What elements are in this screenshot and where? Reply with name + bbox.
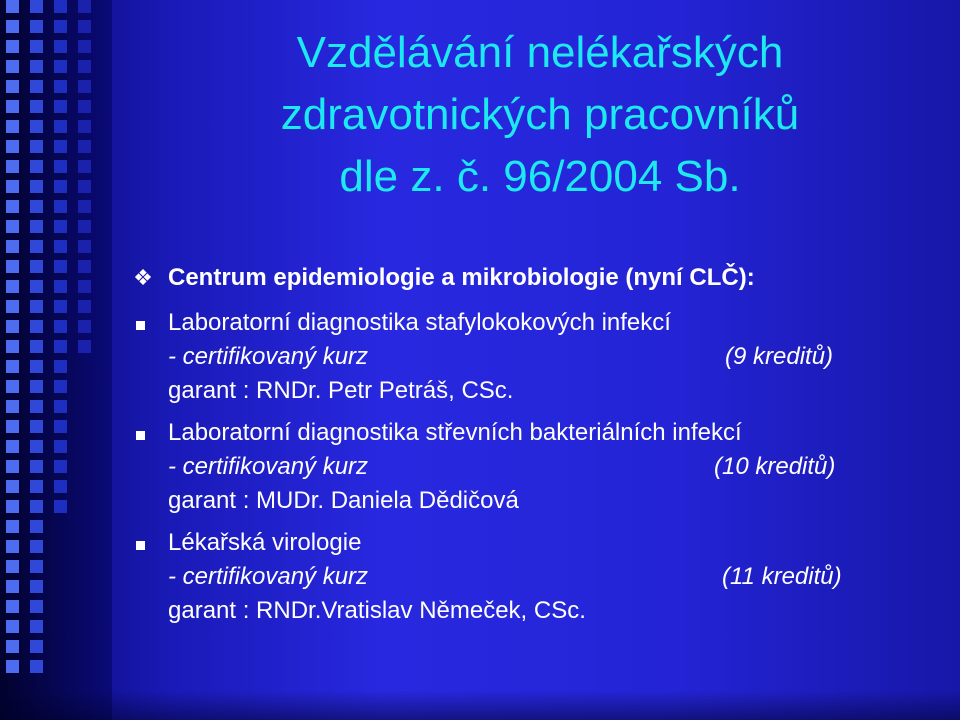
list-item-staphylococcal bbox=[130, 306, 930, 408]
course-garant: garant : MUDr. Daniela Dědičová bbox=[168, 487, 519, 514]
decorative-square bbox=[30, 380, 43, 393]
decorative-square bbox=[78, 220, 91, 233]
decorative-square bbox=[54, 360, 67, 373]
decorative-square bbox=[78, 260, 91, 273]
decorative-square bbox=[54, 40, 67, 53]
decorative-square bbox=[54, 300, 67, 313]
decorative-square bbox=[6, 320, 19, 333]
decorative-square bbox=[6, 500, 19, 513]
decorative-square bbox=[78, 280, 91, 293]
decorative-square bbox=[54, 120, 67, 133]
list-item-intestinal bbox=[130, 416, 930, 518]
decorative-square bbox=[78, 80, 91, 93]
decorative-square bbox=[6, 420, 19, 433]
decorative-square bbox=[30, 220, 43, 233]
decorative-square bbox=[30, 100, 43, 113]
decorative-square bbox=[30, 440, 43, 453]
decorative-squares-column-3 bbox=[54, 0, 67, 520]
decorative-square bbox=[54, 260, 67, 273]
decorative-square bbox=[6, 280, 19, 293]
decorative-square bbox=[30, 80, 43, 93]
decorative-square bbox=[78, 0, 91, 13]
decorative-square bbox=[54, 320, 67, 333]
decorative-square bbox=[54, 160, 67, 173]
decorative-squares-column-2 bbox=[30, 0, 43, 680]
decorative-square bbox=[6, 160, 19, 173]
decorative-square bbox=[54, 140, 67, 153]
decorative-square bbox=[30, 400, 43, 413]
decorative-square bbox=[30, 640, 43, 653]
decorative-square bbox=[30, 500, 43, 513]
decorative-square bbox=[6, 20, 19, 33]
decorative-square bbox=[54, 280, 67, 293]
decorative-square bbox=[6, 580, 19, 593]
decorative-square bbox=[6, 220, 19, 233]
decorative-square bbox=[54, 400, 67, 413]
decorative-square bbox=[78, 160, 91, 173]
decorative-square bbox=[78, 100, 91, 113]
decorative-square bbox=[30, 520, 43, 533]
decorative-square bbox=[30, 300, 43, 313]
decorative-square bbox=[6, 660, 19, 673]
slide-content bbox=[130, 258, 930, 628]
decorative-square bbox=[6, 60, 19, 73]
decorative-square bbox=[30, 660, 43, 673]
title-line-2: zdravotnických pracovníků bbox=[280, 90, 800, 139]
decorative-square bbox=[78, 180, 91, 193]
decorative-squares-column-1 bbox=[6, 0, 19, 680]
decorative-squares-column-4 bbox=[78, 0, 91, 360]
decorative-square bbox=[6, 100, 19, 113]
course-credits: (11 kreditů) bbox=[722, 563, 842, 590]
decorative-square bbox=[54, 80, 67, 93]
decorative-square bbox=[54, 460, 67, 473]
decorative-square bbox=[78, 140, 91, 153]
course-name: Laboratorní diagnostika stafylokokových infekcí bbox=[168, 309, 671, 336]
decorative-square bbox=[30, 20, 43, 33]
decorative-square bbox=[30, 540, 43, 553]
decorative-square bbox=[30, 600, 43, 613]
decorative-square bbox=[6, 0, 19, 13]
slide-title bbox=[150, 22, 930, 208]
decorative-square bbox=[30, 140, 43, 153]
course-name: Lékařská virologie bbox=[168, 529, 362, 556]
decorative-square bbox=[6, 140, 19, 153]
decorative-square bbox=[6, 440, 19, 453]
decorative-square bbox=[6, 520, 19, 533]
decorative-square bbox=[54, 440, 67, 453]
decorative-square bbox=[6, 240, 19, 253]
course-credits: (10 kreditů) bbox=[714, 453, 836, 480]
decorative-square bbox=[30, 620, 43, 633]
decorative-square bbox=[30, 580, 43, 593]
decorative-square bbox=[78, 200, 91, 213]
list-item-virology bbox=[130, 526, 930, 628]
decorative-square bbox=[6, 460, 19, 473]
decorative-square bbox=[30, 40, 43, 53]
decorative-square bbox=[30, 60, 43, 73]
decorative-square bbox=[6, 400, 19, 413]
decorative-square bbox=[6, 360, 19, 373]
decorative-square bbox=[54, 340, 67, 353]
decorative-square bbox=[6, 40, 19, 53]
decorative-square bbox=[30, 200, 43, 213]
decorative-square bbox=[78, 320, 91, 333]
decorative-square bbox=[30, 560, 43, 573]
decorative-square bbox=[54, 0, 67, 13]
course-credits: (9 kreditů) bbox=[725, 343, 834, 370]
decorative-square bbox=[6, 560, 19, 573]
course-type: - certifikovaný kurz bbox=[168, 343, 369, 370]
decorative-square bbox=[30, 420, 43, 433]
decorative-square bbox=[78, 240, 91, 253]
decorative-square bbox=[30, 260, 43, 273]
decorative-square bbox=[54, 240, 67, 253]
decorative-square bbox=[78, 120, 91, 133]
decorative-square bbox=[54, 480, 67, 493]
course-garant: garant : RNDr.Vratislav Němeček, CSc. bbox=[168, 597, 586, 624]
title-line-1: Vzdělávání nelékařských bbox=[296, 28, 784, 77]
decorative-square bbox=[30, 160, 43, 173]
course-type: - certifikovaný kurz bbox=[168, 453, 369, 480]
decorative-square bbox=[30, 120, 43, 133]
course-type: - certifikovaný kurz bbox=[168, 563, 369, 590]
course-name: Laboratorní diagnostika střevních bakteriálních infekcí bbox=[168, 419, 742, 446]
decorative-square bbox=[6, 480, 19, 493]
decorative-square bbox=[6, 540, 19, 553]
decorative-square bbox=[30, 340, 43, 353]
bottom-shadow bbox=[0, 690, 960, 720]
decorative-square bbox=[6, 180, 19, 193]
title-line-3: dle z. č. 96/2004 Sb. bbox=[339, 152, 741, 201]
decorative-square bbox=[30, 240, 43, 253]
decorative-square bbox=[78, 340, 91, 353]
decorative-square bbox=[6, 620, 19, 633]
decorative-square bbox=[54, 180, 67, 193]
decorative-square bbox=[78, 20, 91, 33]
decorative-square bbox=[54, 60, 67, 73]
decorative-square bbox=[30, 280, 43, 293]
decorative-square bbox=[30, 0, 43, 13]
lead-heading-text: Centrum epidemiologie a mikrobiologie (nyní CLČ): bbox=[168, 264, 755, 291]
decorative-square bbox=[30, 460, 43, 473]
decorative-square bbox=[6, 640, 19, 653]
decorative-square bbox=[78, 60, 91, 73]
decorative-square bbox=[6, 120, 19, 133]
decorative-square bbox=[30, 320, 43, 333]
decorative-square bbox=[54, 20, 67, 33]
diamond-bullet-icon: ❖ bbox=[133, 265, 153, 290]
decorative-square bbox=[6, 380, 19, 393]
decorative-square bbox=[54, 200, 67, 213]
decorative-square bbox=[54, 100, 67, 113]
decorative-square bbox=[78, 300, 91, 313]
decorative-square bbox=[78, 40, 91, 53]
decorative-square bbox=[30, 480, 43, 493]
decorative-square bbox=[54, 380, 67, 393]
decorative-square bbox=[6, 300, 19, 313]
decorative-square bbox=[6, 600, 19, 613]
decorative-square bbox=[54, 420, 67, 433]
decorative-square bbox=[54, 220, 67, 233]
lead-heading bbox=[130, 258, 930, 298]
decorative-square bbox=[6, 200, 19, 213]
decorative-square bbox=[54, 500, 67, 513]
decorative-square bbox=[6, 340, 19, 353]
course-garant: garant : RNDr. Petr Petráš, CSc. bbox=[168, 377, 514, 404]
decorative-square bbox=[6, 260, 19, 273]
decorative-square bbox=[30, 180, 43, 193]
decorative-square bbox=[30, 360, 43, 373]
decorative-square bbox=[6, 80, 19, 93]
